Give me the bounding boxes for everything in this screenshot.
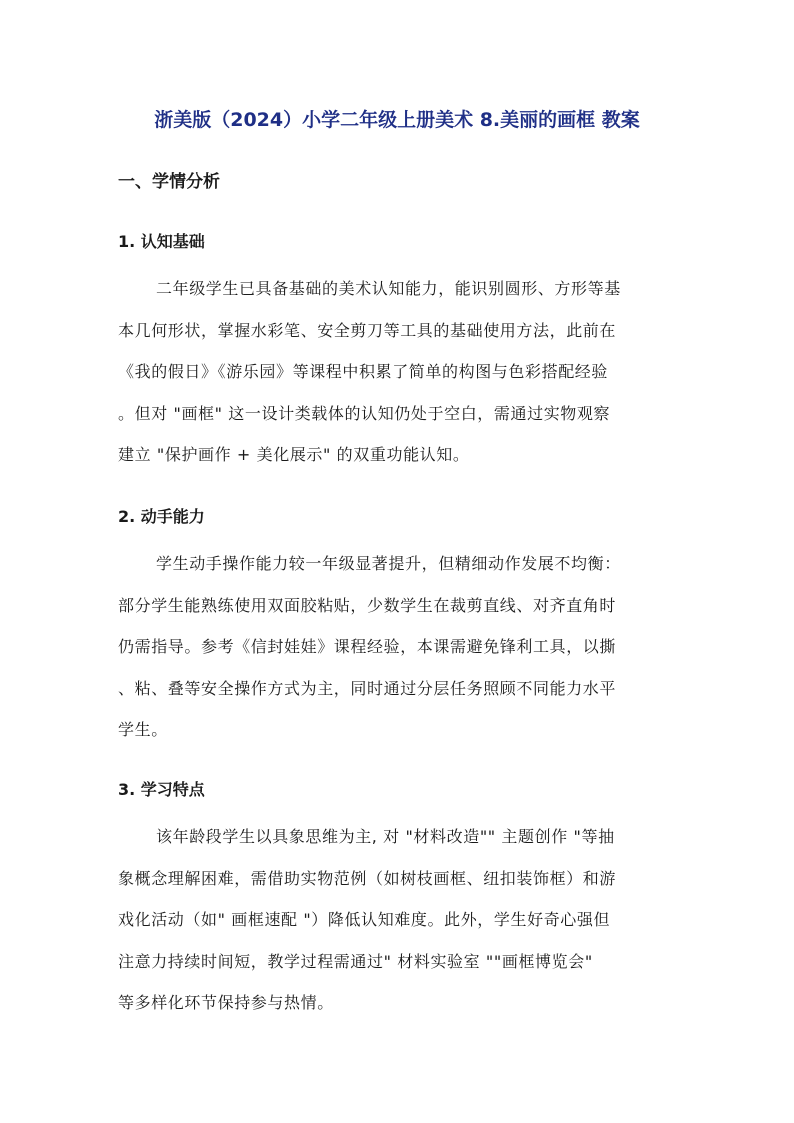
paragraph-line: 等多样化环节保持参与热情。 <box>118 993 334 1012</box>
paragraph-line: 、粘、叠等安全操作方式为主，同时通过分层任务照顾不同能力水平 <box>118 678 617 698</box>
paragraph-line: 戏化活动（如" 画框速配 "）降低认知难度。此外，学生好奇心强但 <box>118 910 611 929</box>
paragraph-line: 建立 "保护画作 + 美化展示" 的双重功能认知。 <box>118 445 470 464</box>
section-heading-learner-analysis: 一、学情分析 <box>118 172 220 192</box>
paragraph-line: 学生动手操作能力较一年级显著提升，但精细动作发展不均衡： <box>156 554 621 573</box>
paragraph-cognitive-basis <box>118 268 678 476</box>
paragraph-line: 。但对 "画框" 这一设计类载体的认知仍处于空白，需通过实物观察 <box>118 403 611 423</box>
paragraph-line: 本几何形状，掌握水彩笔、安全剪刀等工具的基础使用方法，此前在 <box>118 320 617 340</box>
paragraph-learning-characteristics <box>118 816 678 1024</box>
subsection-heading-cognitive-basis: 1. 认知基础 <box>118 232 205 251</box>
paragraph-line: 该年龄段学生以具象思维为主, 对 "材料改造"" 主题创作 "等抽 <box>156 827 615 846</box>
paragraph-line: 部分学生能熟练使用双面胶粘贴，少数学生在裁剪直线、对齐直角时 <box>118 595 617 615</box>
paragraph-line: 《我的假日》《游乐园》等课程中积累了简单的构图与色彩搭配经验 <box>118 362 609 381</box>
paragraph-line: 象概念理解困难，需借助实物范例（如树枝画框、纽扣装饰框）和游 <box>118 868 617 888</box>
subsection-heading-hands-on-ability: 2. 动手能力 <box>118 507 205 526</box>
paragraph-hands-on-ability <box>118 543 678 751</box>
subsection-heading-learning-characteristics: 3. 学习特点 <box>118 780 205 799</box>
document-title: 浙美版（2024）小学二年级上册美术 8.美丽的画框 教案 <box>154 109 640 131</box>
paragraph-line: 仍需指导。参考《信封娃娃》课程经验，本课需避免锋利工具，以撕 <box>118 637 617 656</box>
paragraph-line: 二年级学生已具备基础的美术认知能力，能识别圆形、方形等基 <box>156 279 621 298</box>
paragraph-line: 学生。 <box>118 720 168 739</box>
paragraph-line: 注意力持续时间短，教学过程需通过" 材料实验室 ""画框博览会" <box>118 951 593 971</box>
